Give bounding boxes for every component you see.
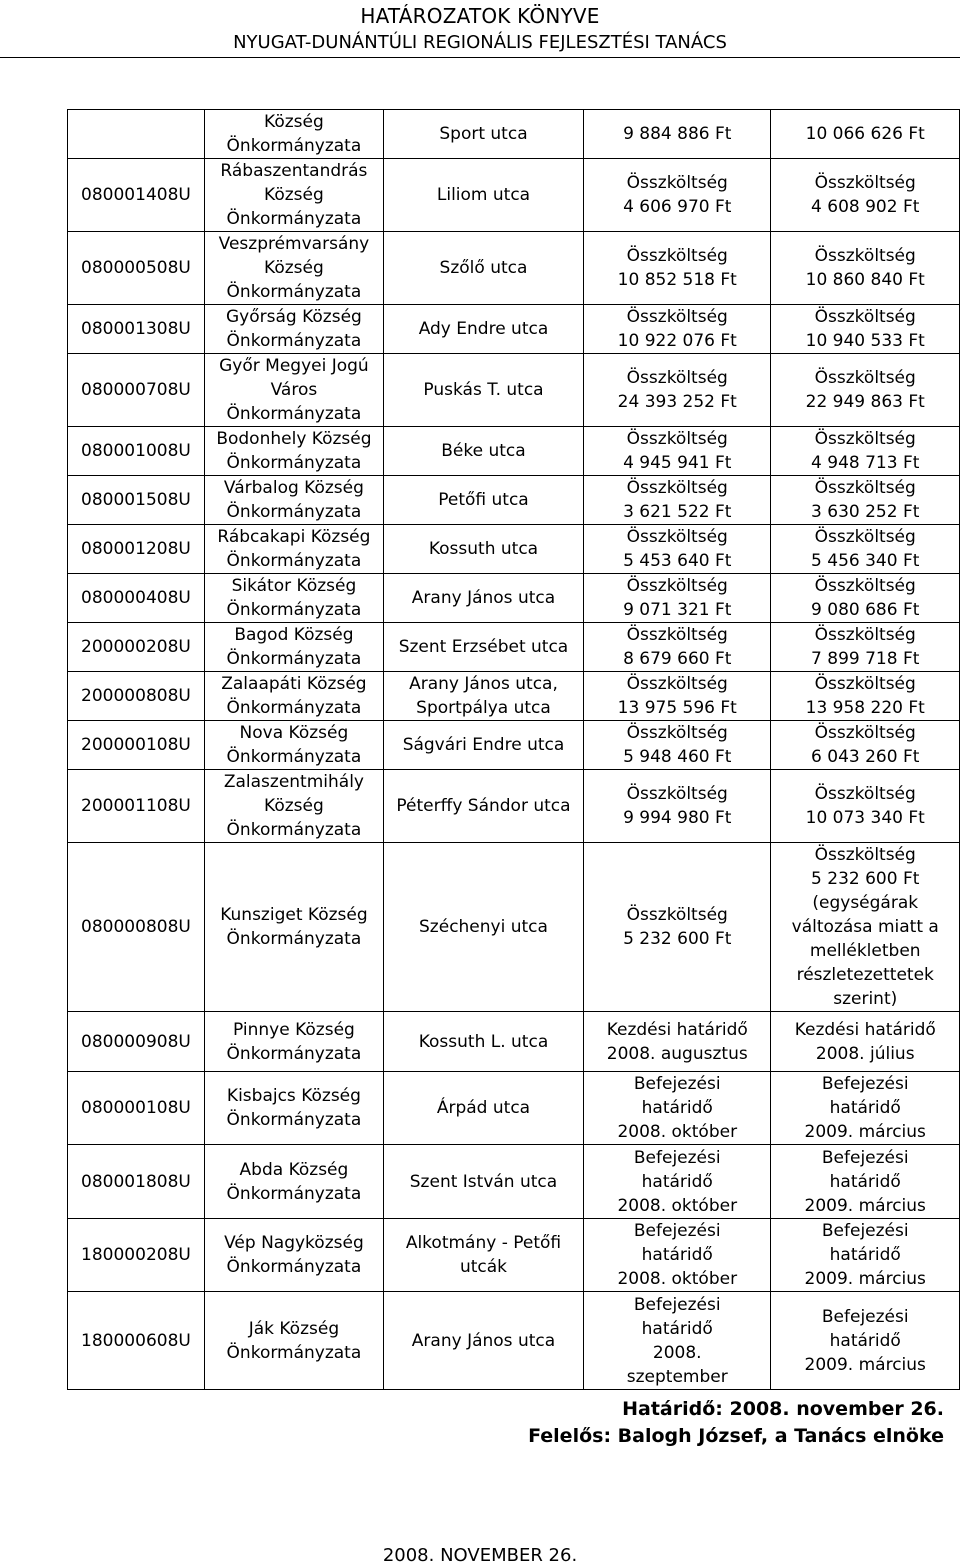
street-cell: Árpád utca	[383, 1072, 583, 1145]
municipality-cell: Rábaszentandrás Község Önkormányzata	[204, 159, 383, 232]
cost-b-cell: Összköltség 4 948 713 Ft	[771, 427, 960, 476]
cost-b-cell: Befejezési határidő 2009. március	[771, 1145, 960, 1219]
cost-b-cell: Összköltség 3 630 252 Ft	[771, 476, 960, 525]
street-cell: Széchenyi utca	[383, 843, 583, 1012]
table-row	[68, 721, 960, 770]
row-id-cell: 080000808U	[68, 843, 205, 1012]
cost-a-cell: Összköltség 5 453 640 Ft	[584, 525, 771, 574]
row-id-cell: 200001108U	[68, 770, 205, 843]
cost-a-cell: Összköltség 10 922 076 Ft	[584, 305, 771, 354]
cost-a-cell: Összköltség 24 393 252 Ft	[584, 354, 771, 427]
row-id-cell: 080000108U	[68, 1072, 205, 1145]
street-cell: Puskás T. utca	[383, 354, 583, 427]
row-id-cell: 080001508U	[68, 476, 205, 525]
cost-a-cell: Összköltség 13 975 596 Ft	[584, 672, 771, 721]
municipality-cell: Sikátor Község Önkormányzata	[204, 574, 383, 623]
row-id-cell: 080001208U	[68, 525, 205, 574]
responsible-text: Felelős: Balogh József, a Tanács elnöke	[528, 1425, 944, 1447]
municipality-cell: Veszprémvarsány Község Önkormányzata	[204, 232, 383, 305]
cost-b-cell: Összköltség 9 080 686 Ft	[771, 574, 960, 623]
row-id-cell: 080000408U	[68, 574, 205, 623]
table-row	[68, 574, 960, 623]
projects-table	[67, 109, 960, 1390]
document-subtitle: NYUGAT-DUNÁNTÚLI REGIONÁLIS FEJLESZTÉSI TANÁCS	[233, 32, 727, 53]
table-row	[68, 427, 960, 476]
cost-b-cell: Befejezési határidő 2009. március	[771, 1292, 960, 1390]
street-cell: Szent István utca	[383, 1145, 583, 1219]
municipality-cell: Kunsziget Község Önkormányzata	[204, 843, 383, 1012]
table-row	[68, 159, 960, 232]
cost-b-cell: Összköltség 10 940 533 Ft	[771, 305, 960, 354]
cost-a-cell: Összköltség 4 606 970 Ft	[584, 159, 771, 232]
street-cell: Sport utca	[383, 110, 583, 159]
municipality-cell: Pinnye Község Önkormányzata	[204, 1012, 383, 1072]
row-id-cell: 180000208U	[68, 1219, 205, 1292]
cost-a-cell: Befejezési határidő 2008. október	[584, 1145, 771, 1219]
document-title: HATÁROZATOK KÖNYVE	[360, 4, 600, 28]
cost-b-cell: Összköltség 13 958 220 Ft	[771, 672, 960, 721]
row-id-cell: 080001308U	[68, 305, 205, 354]
municipality-cell: Várbalog Község Önkormányzata	[204, 476, 383, 525]
row-id-cell: 080000908U	[68, 1012, 205, 1072]
street-cell: Arany János utca	[383, 574, 583, 623]
municipality-cell: Zalaszentmihály Község Önkormányzata	[204, 770, 383, 843]
table-row	[68, 770, 960, 843]
street-cell: Liliom utca	[383, 159, 583, 232]
street-cell: Alkotmány - Petőfi utcák	[383, 1219, 583, 1292]
municipality-cell: Rábcakapi Község Önkormányzata	[204, 525, 383, 574]
table-row	[68, 1012, 960, 1072]
municipality-cell: Nova Község Önkormányzata	[204, 721, 383, 770]
street-cell: Béke utca	[383, 427, 583, 476]
cost-a-cell: Összköltség 5 232 600 Ft	[584, 843, 771, 1012]
row-id-cell: 080001008U	[68, 427, 205, 476]
municipality-cell: Zalaapáti Község Önkormányzata	[204, 672, 383, 721]
cost-a-cell: Összköltség 9 071 321 Ft	[584, 574, 771, 623]
cost-a-cell: 9 884 886 Ft	[584, 110, 771, 159]
table-row	[68, 1072, 960, 1145]
street-cell: Arany János utca	[383, 1292, 583, 1390]
table-row	[68, 232, 960, 305]
table-row	[68, 525, 960, 574]
table-row	[68, 305, 960, 354]
table-row	[68, 354, 960, 427]
municipality-cell: Győr Megyei Jogú Város Önkormányzata	[204, 354, 383, 427]
street-cell: Petőfi utca	[383, 476, 583, 525]
row-id-cell: 080000508U	[68, 232, 205, 305]
row-id-cell: 200000808U	[68, 672, 205, 721]
municipality-cell: Győrság Község Önkormányzata	[204, 305, 383, 354]
street-cell: Kossuth L. utca	[383, 1012, 583, 1072]
cost-b-cell: Összköltség 6 043 260 Ft	[771, 721, 960, 770]
cost-a-cell: Összköltség 9 994 980 Ft	[584, 770, 771, 843]
row-id-cell: 200000108U	[68, 721, 205, 770]
municipality-cell: Kisbajcs Község Önkormányzata	[204, 1072, 383, 1145]
row-id-cell: 080000708U	[68, 354, 205, 427]
deadline-block	[528, 1396, 944, 1450]
cost-a-cell: Összköltség 5 948 460 Ft	[584, 721, 771, 770]
municipality-cell: Bagod Község Önkormányzata	[204, 623, 383, 672]
municipality-cell: Vép Nagyközség Önkormányzata	[204, 1219, 383, 1292]
footer-date: 2008. NOVEMBER 26.	[382, 1545, 578, 1566]
cost-a-cell: Befejezési határidő 2008. szeptember	[584, 1292, 771, 1390]
table-row	[68, 1219, 960, 1292]
street-cell: Szőlő utca	[383, 232, 583, 305]
table-row	[68, 110, 960, 159]
row-id-cell: 080001808U	[68, 1145, 205, 1219]
cost-b-cell: Befejezési határidő 2009. március	[771, 1072, 960, 1145]
municipality-cell: Bodonhely Község Önkormányzata	[204, 427, 383, 476]
cost-b-cell: Összköltség 22 949 863 Ft	[771, 354, 960, 427]
row-id-cell: 080001408U	[68, 159, 205, 232]
street-cell: Péterffy Sándor utca	[383, 770, 583, 843]
table-row	[68, 623, 960, 672]
street-cell: Szent Erzsébet utca	[383, 623, 583, 672]
municipality-cell: Ják Község Önkormányzata	[204, 1292, 383, 1390]
table-row	[68, 672, 960, 721]
cost-a-cell: Összköltség 8 679 660 Ft	[584, 623, 771, 672]
street-cell: Kossuth utca	[383, 525, 583, 574]
street-cell: Ságvári Endre utca	[383, 721, 583, 770]
municipality-cell: Község Önkormányzata	[204, 110, 383, 159]
cost-b-cell: Összköltség 7 899 718 Ft	[771, 623, 960, 672]
table-row	[68, 476, 960, 525]
municipality-cell: Abda Község Önkormányzata	[204, 1145, 383, 1219]
table-row	[68, 1292, 960, 1390]
cost-a-cell: Kezdési határidő 2008. augusztus	[584, 1012, 771, 1072]
cost-a-cell: Befejezési határidő 2008. október	[584, 1219, 771, 1292]
street-cell: Ady Endre utca	[383, 305, 583, 354]
projects-table-body	[68, 110, 960, 1390]
street-cell: Arany János utca, Sportpálya utca	[383, 672, 583, 721]
table-row	[68, 1145, 960, 1219]
cost-b-cell: Összköltség 5 232 600 Ft (egységárak változása miatt a mellékletben részletezettetek szerint)	[771, 843, 960, 1012]
row-id-cell: 200000208U	[68, 623, 205, 672]
cost-b-cell: Befejezési határidő 2009. március	[771, 1219, 960, 1292]
cost-b-cell: Kezdési határidő 2008. július	[771, 1012, 960, 1072]
cost-b-cell: Összköltség 10 860 840 Ft	[771, 232, 960, 305]
header-divider	[0, 57, 960, 58]
cost-b-cell: Összköltség 5 456 340 Ft	[771, 525, 960, 574]
table-row	[68, 843, 960, 1012]
cost-b-cell: Összköltség 10 073 340 Ft	[771, 770, 960, 843]
row-id-cell	[68, 110, 205, 159]
cost-a-cell: Befejezési határidő 2008. október	[584, 1072, 771, 1145]
deadline-text: Határidő: 2008. november 26.	[622, 1398, 944, 1420]
cost-a-cell: Összköltség 10 852 518 Ft	[584, 232, 771, 305]
cost-b-cell: Összköltség 4 608 902 Ft	[771, 159, 960, 232]
row-id-cell: 180000608U	[68, 1292, 205, 1390]
cost-a-cell: Összköltség 4 945 941 Ft	[584, 427, 771, 476]
cost-b-cell: 10 066 626 Ft	[771, 110, 960, 159]
cost-a-cell: Összköltség 3 621 522 Ft	[584, 476, 771, 525]
